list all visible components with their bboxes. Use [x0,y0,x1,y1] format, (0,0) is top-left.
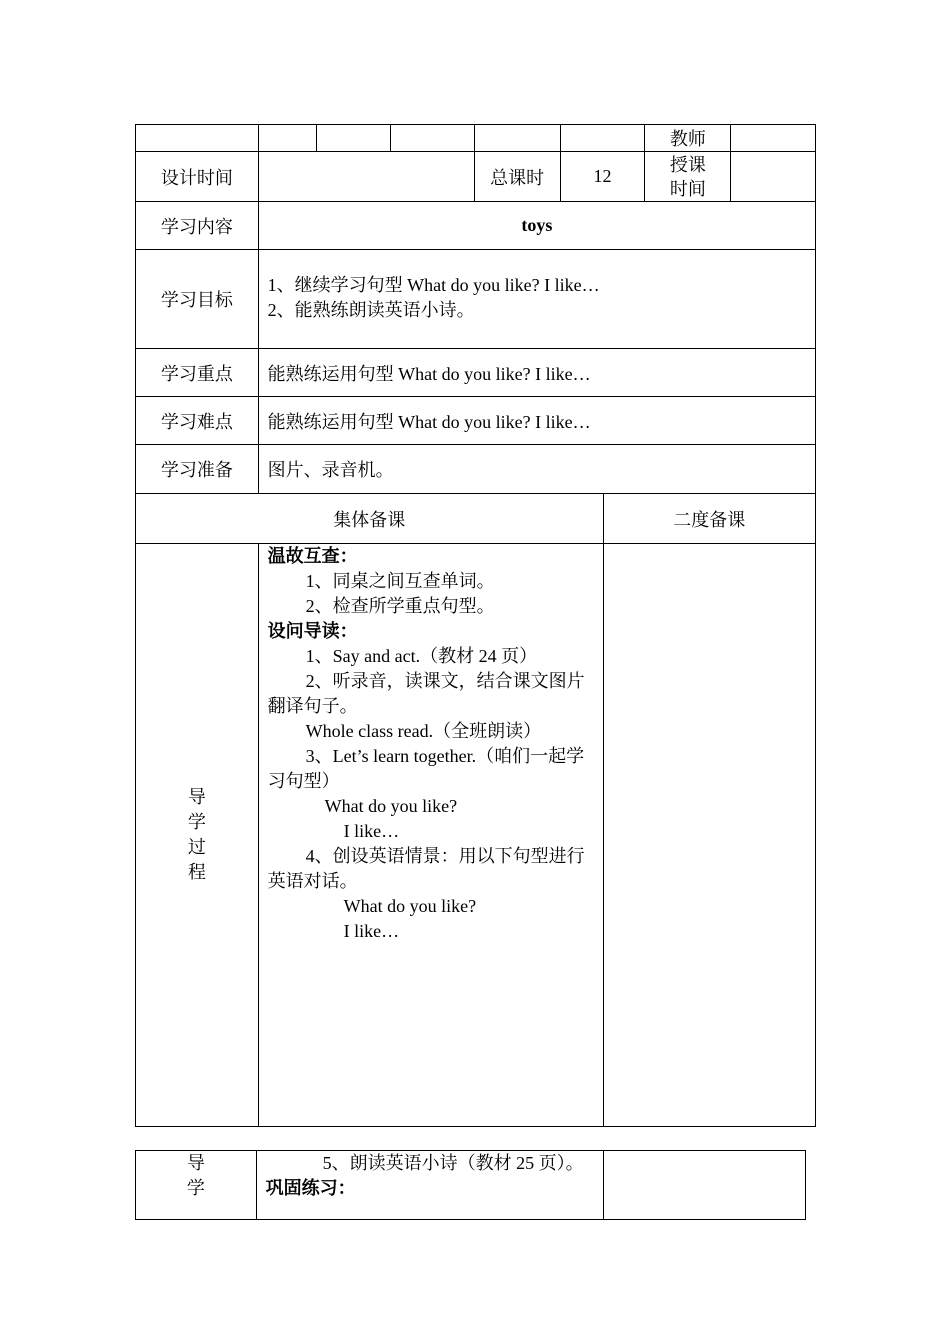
key-points-row [136,349,816,397]
content-value: toys [258,202,815,250]
difficulties-label: 学习难点 [136,397,259,445]
difficulties-value: 能熟练运用句型 What do you like? I like… [258,397,815,445]
goal-item: 1、继续学习句型 What do you like? I like… [267,275,600,295]
total-periods-value: 12 [560,152,645,202]
process-label-char: 程 [187,862,206,882]
blank-cell [474,125,560,152]
guide-step: 5、朗读英语小诗（教材 25 页）。 [322,1153,584,1173]
class-time-value [731,152,816,202]
continuation-label [136,1151,257,1220]
class-time-label-1: 授课 [669,154,706,175]
content-label: 学习内容 [136,202,259,250]
total-periods-label: 总课时 [474,152,560,202]
process-content [258,544,603,1127]
blank-cell [258,125,316,152]
design-time-value [258,152,474,202]
continuation-table [135,1150,806,1220]
preparation-value: 图片、录音机。 [258,445,815,494]
review-step: 2、检查所学重点句型。 [305,596,495,616]
process-label-char: 过 [187,837,206,857]
guide-step: 1、Say and act.（教材 24 页） [305,646,538,666]
guide-step: 2、听录音，读课文，结合课文图片 [305,671,585,691]
difficulties-row [136,397,816,445]
guide-step: 3、Let’s learn together.（咱们一起学 [305,746,585,766]
sentence-question: What do you like? [343,896,477,916]
review-step: 1、同桌之间互查单词。 [305,571,495,591]
continuation-label-char: 学 [186,1178,205,1198]
secondary-header: 二度备课 [603,494,815,544]
continuation-row [136,1151,806,1220]
continuation-secondary [603,1151,805,1220]
guide-step-cont: 习句型） [267,771,340,791]
process-label-char: 学 [187,812,206,832]
secondary-content [603,544,815,1127]
class-time-label [645,152,731,202]
blank-cell [560,125,645,152]
guide-step-cont: 翻译句子。 [267,696,358,716]
sentence-answer: I like… [343,921,400,941]
goals-row [136,250,816,349]
guide-step-cont: 英语对话。 [267,871,358,891]
practice-title: 巩固练习： [265,1178,356,1198]
guide-title: 设问导读： [267,621,358,641]
whole-class-read: Whole class read.（全班朗读） [305,721,542,741]
review-title: 温故互查： [267,546,358,566]
goals-label: 学习目标 [136,250,259,349]
blank-cell [136,125,259,152]
class-time-label-2: 时间 [669,178,706,199]
key-points-value: 能熟练运用句型 What do you like? I like… [258,349,815,397]
blank-cell [316,125,390,152]
header-row [136,125,816,152]
collective-header: 集体备课 [136,494,604,544]
preparation-label: 学习准备 [136,445,259,494]
teacher-value [731,125,816,152]
sentence-question: What do you like? [324,796,458,816]
teacher-label: 教师 [645,125,731,152]
preparation-row [136,445,816,494]
goal-item: 2、能熟练朗读英语小诗。 [267,300,475,320]
guide-step: 4、创设英语情景：用以下句型进行 [305,846,585,866]
process-label [136,544,259,1127]
sentence-answer: I like… [343,821,400,841]
section-header-row [136,494,816,544]
key-points-label: 学习重点 [136,349,259,397]
content-row [136,202,816,250]
continuation-content [256,1151,603,1220]
process-label-char: 导 [187,787,206,807]
goals-value [258,250,815,349]
blank-cell [390,125,474,152]
design-time-label: 设计时间 [136,152,259,202]
continuation-label-char: 导 [186,1153,205,1173]
lesson-plan-table [135,124,816,1127]
design-time-row [136,152,816,202]
process-row [136,544,816,1127]
